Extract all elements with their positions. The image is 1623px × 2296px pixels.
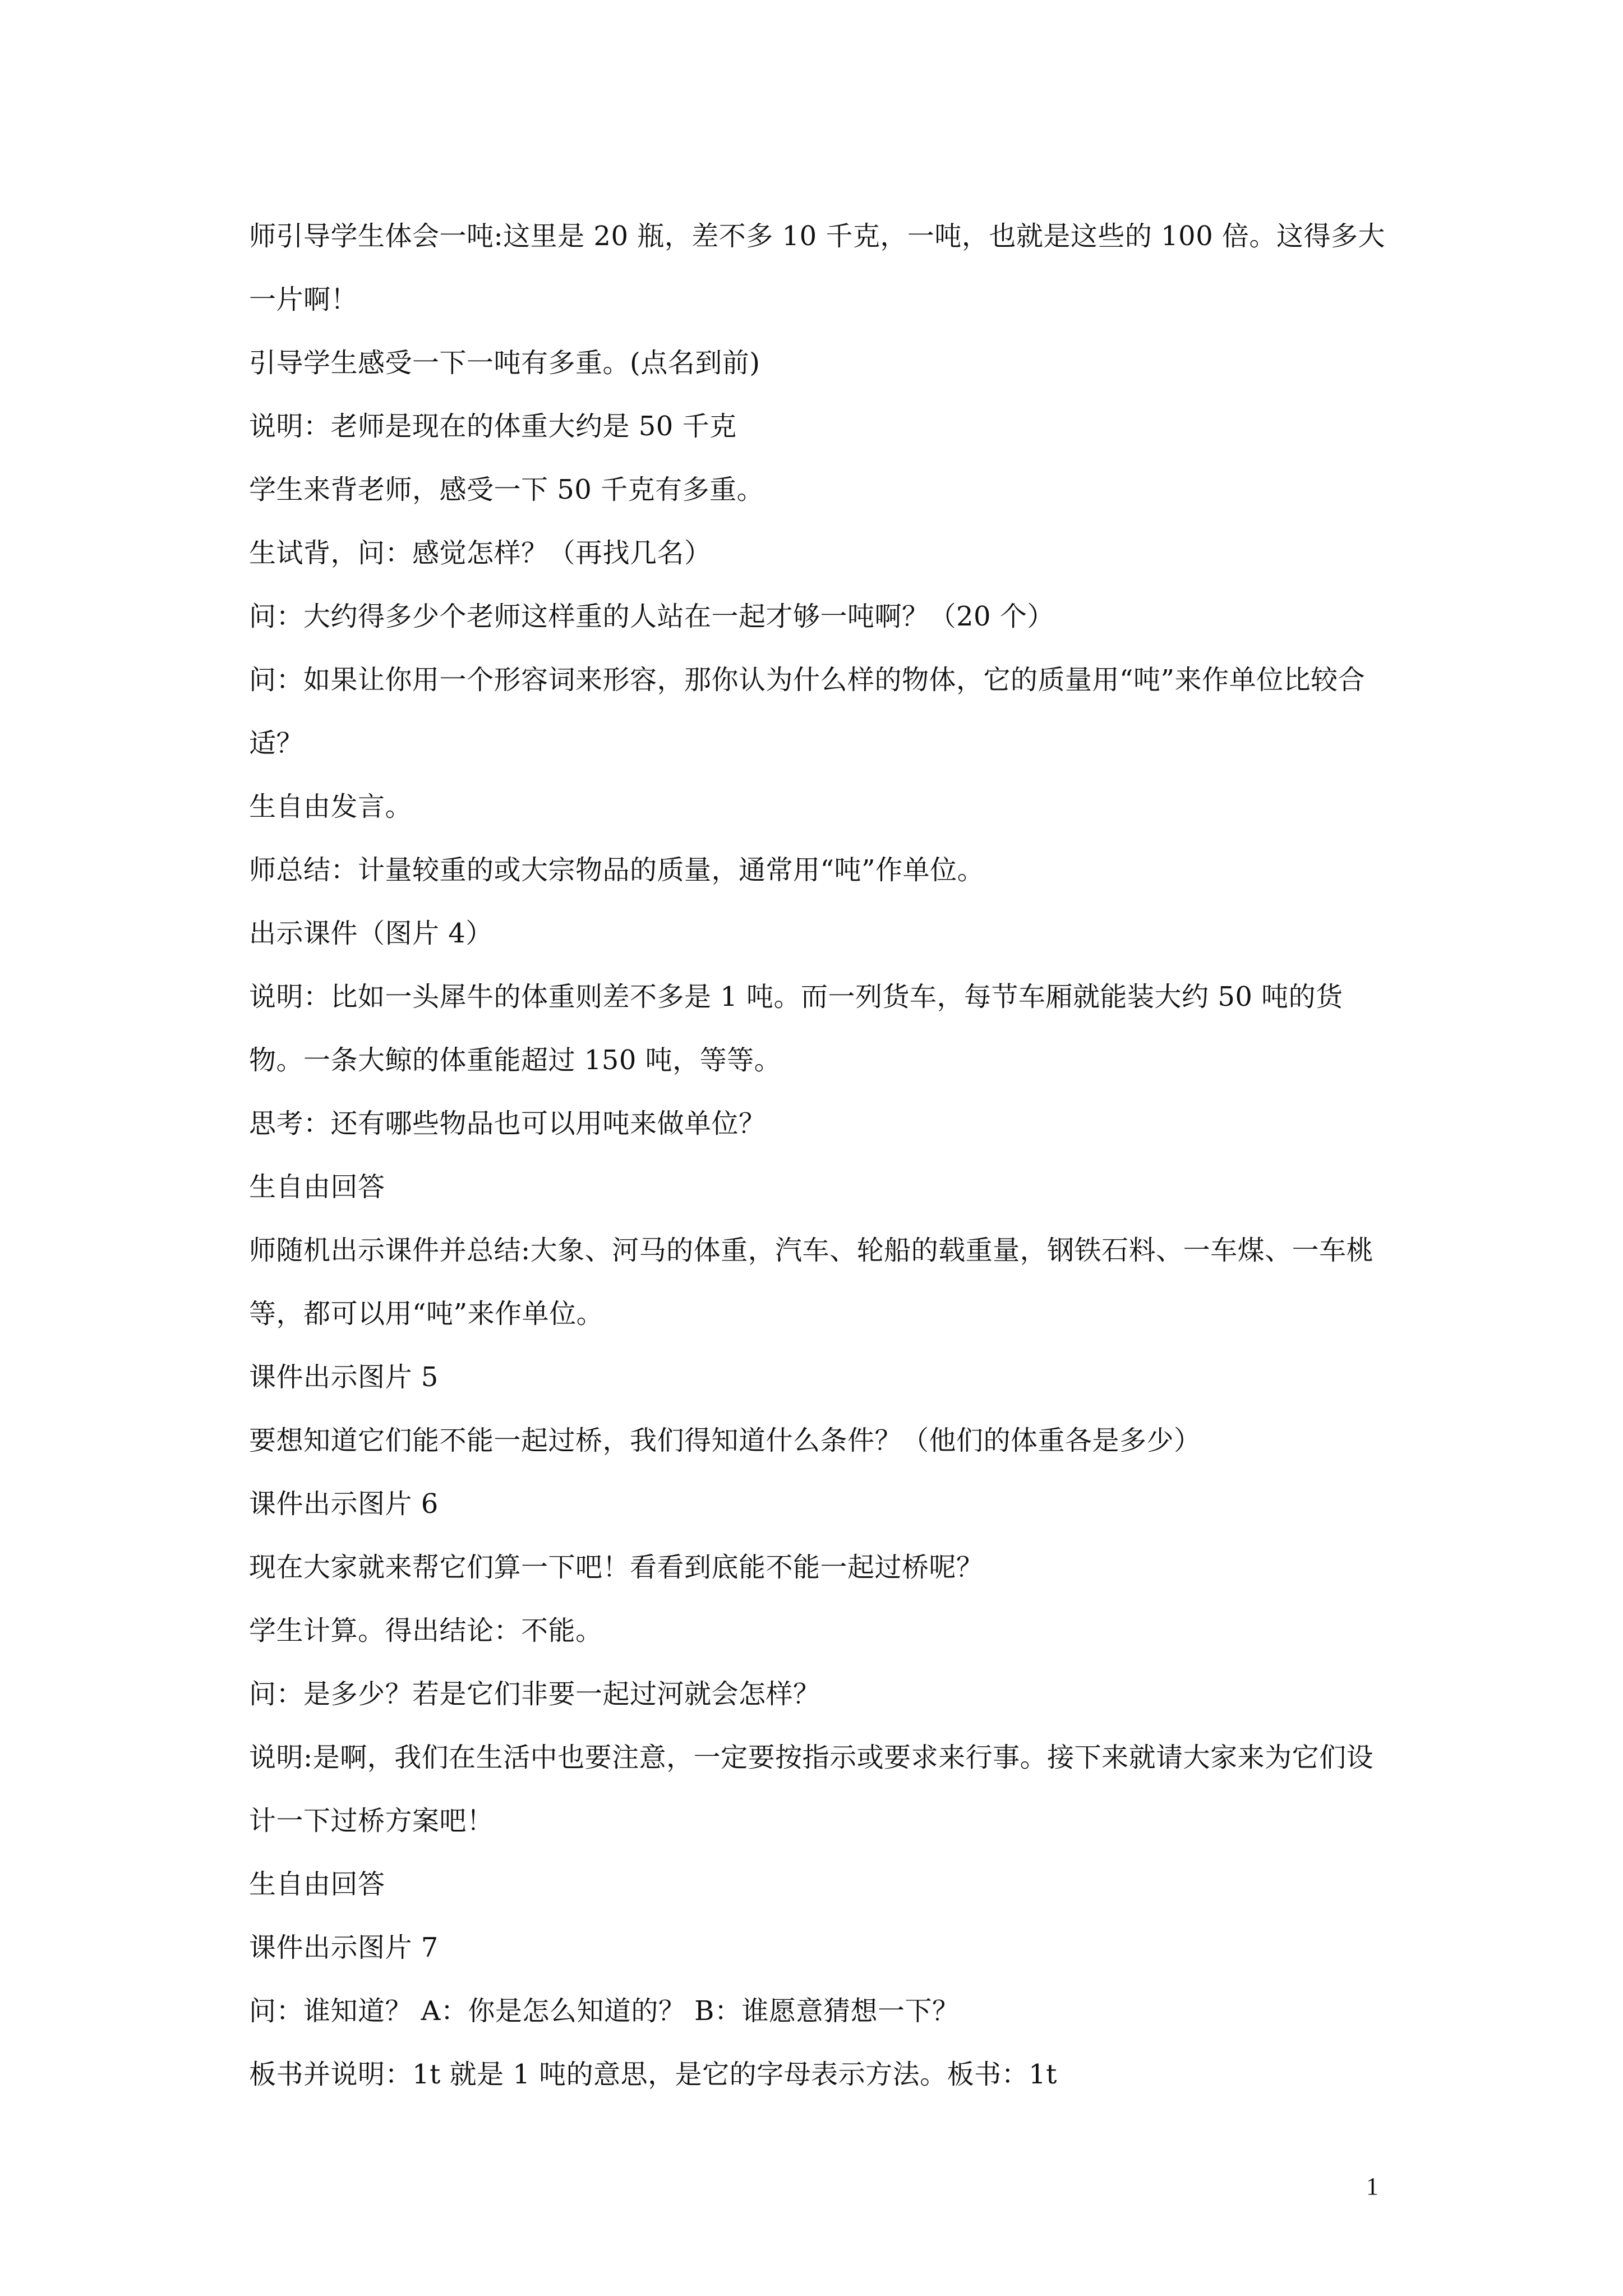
paragraph: 思考：还有哪些物品也可以用吨来做单位？: [249, 1108, 766, 1139]
paragraph: 说明:是啊，我们在生活中也要注意，一定要按指示或要求来行事。接下来就请大家来为它们设计一下过桥方案吧！: [249, 1742, 1374, 1837]
body-text: [249, 205, 1393, 2106]
paragraph: 师随机出示课件并总结:大象、河马的体重，汽车、轮船的载重量，钢铁石料、一车煤、一车桃等，都可以用“吨”来作单位。: [249, 1235, 1374, 1329]
paragraph: 出示课件（图片 4）: [249, 918, 493, 949]
paragraph: 课件出示图片 5: [249, 1361, 439, 1393]
paragraph: 问：谁知道？ A：你是怎么知道的？ B：谁愿意猜想一下？: [249, 1995, 960, 2027]
paragraph: 说明：比如一头犀牛的体重则差不多是 1 吨。而一列货车，每节车厢就能装大约 50 吨的货物。一条大鲸的体重能超过 150 吨，等等。: [249, 981, 1343, 1076]
paragraph: 课件出示图片 6: [249, 1488, 439, 1520]
paragraph: 生自由发言。: [249, 791, 413, 822]
paragraph: 引导学生感受一下一吨有多重。(点名到前): [249, 347, 760, 379]
paragraph: 问：是多少？若是它们非要一起过河就会怎样？: [249, 1678, 820, 1710]
paragraph: 板书并说明：1t 就是 1 吨的意思，是它的字母表示方法。板书：1t: [249, 2059, 1057, 2090]
paragraph: 问：如果让你用一个形容词来形容，那你认为什么样的物体，它的质量用“吨”来作单位比较合适？: [249, 664, 1366, 759]
paragraph: 要想知道它们能不能一起过桥，我们得知道什么条件？（他们的体重各是多少）: [249, 1425, 1201, 1456]
paragraph: 学生来背老师，感受一下 50 千克有多重。: [249, 474, 764, 505]
paragraph: 师总结：计量较重的或大宗物品的质量，通常用“吨”作单位。: [249, 854, 985, 886]
paragraph: 问：大约得多少个老师这样重的人站在一起才够一吨啊？（20 个）: [249, 601, 1054, 632]
paragraph: 课件出示图片 7: [249, 1932, 439, 1963]
paragraph: 生试背，问：感觉怎样？（再找几名）: [249, 537, 712, 569]
paragraph: 生自由回答: [249, 1869, 385, 1900]
page-number: 1: [1366, 2173, 1378, 2200]
paragraph: 师引导学生体会一吨:这里是 20 瓶，差不多 10 千克，一吨，也就是这些的 100 倍。这得多大一片啊！: [249, 220, 1385, 315]
paragraph: 现在大家就来帮它们算一下吧！看看到底能不能一起过桥呢？: [249, 1552, 984, 1583]
paragraph: 学生计算。得出结论：不能。: [249, 1615, 603, 1646]
paragraph: 生自由回答: [249, 1171, 385, 1203]
paragraph: 说明：老师是现在的体重大约是 50 千克: [249, 411, 737, 442]
